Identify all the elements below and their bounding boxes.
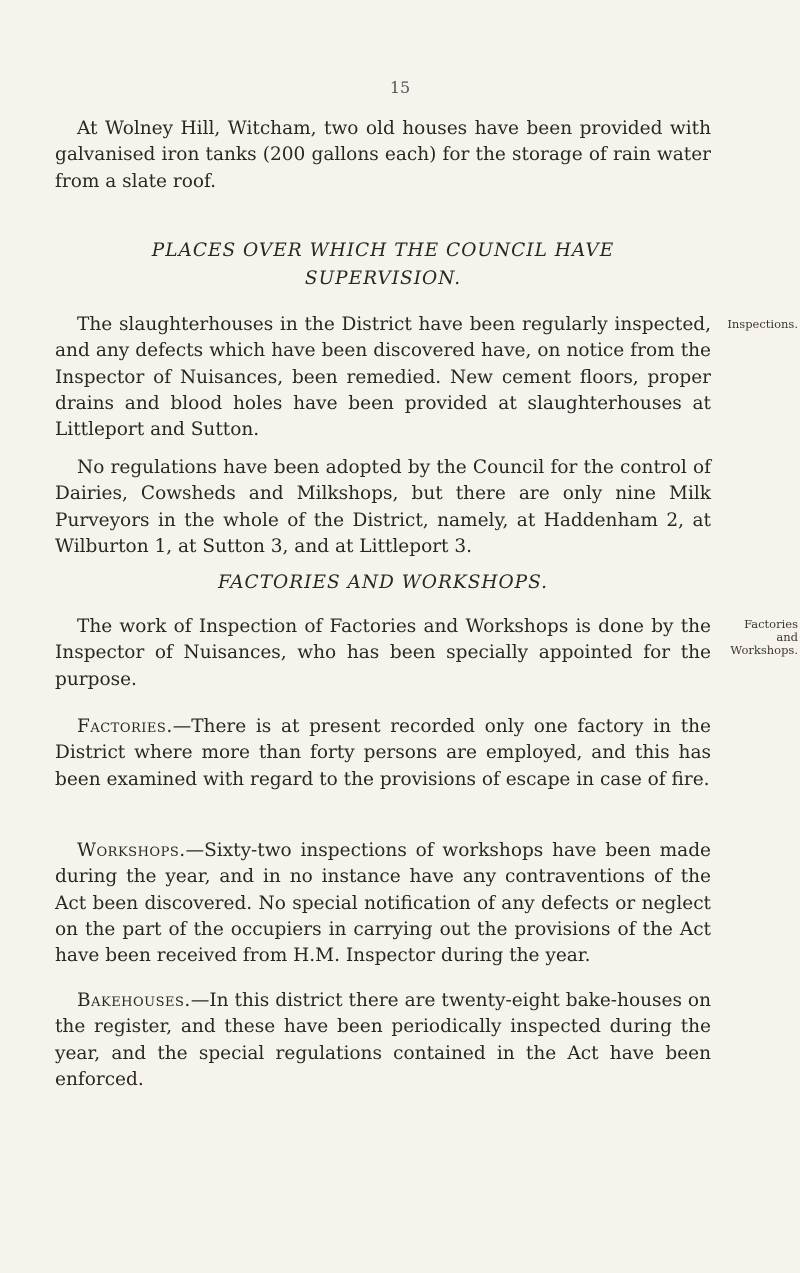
page-number: 15 (389, 78, 411, 97)
workshops-paragraph (55, 838, 711, 969)
heading-places-line1: PLACES OVER WHICH THE COUNCIL HAVE (151, 240, 615, 261)
factories-label: Factories. (77, 716, 173, 737)
bakehouses-paragraph (55, 988, 711, 1093)
bakehouses-label: Bakehouses. (77, 990, 191, 1011)
margin-note-factories-line2: Workshops. (730, 643, 798, 657)
margin-note-factories-workshops (720, 618, 798, 657)
margin-note-inspections: Inspections. (727, 317, 798, 331)
margin-note-factories-line1: Factories and (744, 617, 798, 644)
bakehouses-text: —In this district there are twenty-eight bake-houses on the register, and these have been periodically inspected during the year, and the special regulations contained in the Act have been enforced. (55, 990, 711, 1090)
heading-places-line2: SUPERVISION. (304, 268, 462, 289)
workshops-text: —Sixty-two inspections of workshops have been made during the year, and in no instance have any contraventions of the Act been discovered. No special notification of any defects or neglect on the part of the occupiers in carrying out the provisions of the Act have been received from H.M. Inspector during the year. (55, 840, 711, 967)
dairies-paragraph: No regulations have been adopted by the Council for the control of Dairies, Cowsheds and Milkshops, but there are only nine Milk Purveyors in the whole of the District, namely, at Haddenham 2, at Wilburton 1, at Sutton 3, and at Littleport 3. (55, 457, 711, 557)
workshops-label: Workshops. (77, 840, 186, 861)
slaughterhouses-paragraph: The slaughterhouses in the District have been regularly inspected, and any defects which have been discovered have, on notice from the Inspector of Nuisances, been remedied. New cement floors, proper drains and blood holes have been provided at slaughterhouses at Littleport and Sutton. (55, 314, 711, 441)
factories-intro-paragraph: The work of Inspection of Factories and Workshops is done by the Inspector of Nuisances, who has been specially appointed for the purpose. (55, 616, 711, 690)
factories-text: —There is at present recorded only one factory in the District where more than forty persons are employed, and this has been examined with regard to the provisions of escape in case of fire. (55, 716, 711, 790)
factories-paragraph (55, 714, 711, 793)
intro-paragraph: At Wolney Hill, Witcham, two old houses have been provided with galvanised iron tanks (200 gallons each) for the storage of rain water from a slate roof. (55, 118, 711, 192)
heading-factories-workshops: FACTORIES AND WORKSHOPS. (217, 572, 549, 593)
